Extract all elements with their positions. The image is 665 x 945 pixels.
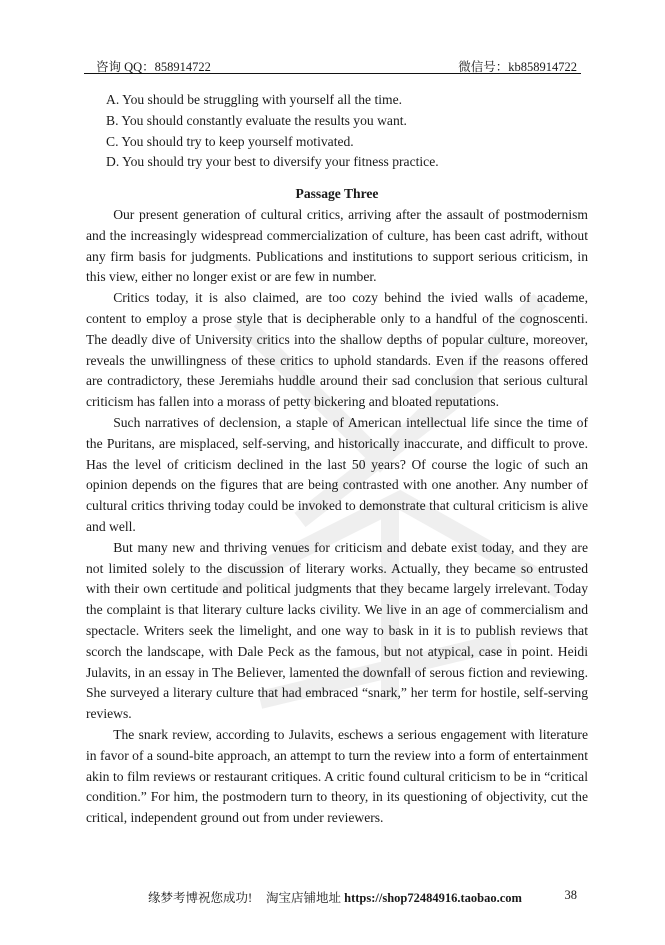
footer-shop-label: 淘宝店铺地址 (266, 891, 342, 905)
footer-shop (266, 888, 522, 906)
header-qq-contact: 咨询 QQ：858914722 (96, 60, 211, 74)
passage-title: Passage Three (295, 186, 379, 202)
paragraph-5: The snark review, according to Julavits, eschews a serious engagement with literature in favor of a sound-bite approach, an attempt to turn the review into a form of entertainment akin to film reviews or restaurant critiques. A critic found cultural criticism to be in “critical condition.” For him, the postmodern turn to theory, in its questioning of objectivity, cut the critical, independent ground out from under reviewers. (86, 726, 588, 826)
paragraph-1: Our present generation of cultural critics, arriving after the assault of postmodernism and the increasingly widespread commercialization of culture, has been cast adrift, without any firm basis for judgments. Publications and institutions to support serious criticism, in this view, either no longer exist or are few in number. (86, 206, 588, 285)
paragraph-3: Such narratives of declension, a staple of American intellectual life since the time of the Puritans, are misplaced, self-serving, and historically inaccurate, and difficult to prove. Has the level of criticism declined in the last 50 years? Of course the logic of such an opinion depends on the figures that are being contrasted with one another. Any number of cultural critics thriving today could be invoked to demonstrate that cultural criticism is alive and well. (86, 414, 588, 534)
footer-shop-url[interactable]: https://shop72484916.taobao.com (344, 891, 522, 905)
option-b: B. You should constantly evaluate the results you want. (106, 112, 407, 128)
answer-options (106, 90, 588, 173)
option-d: D. You should try your best to diversify your fitness practice. (106, 154, 439, 170)
footer-slogan: 缘梦考博祝您成功! (148, 891, 253, 905)
page-header (84, 55, 581, 75)
paragraph-4: But many new and thriving venues for criticism and debate exist today, and they are not limited solely to the discussion of literary works. Actually, they became so entrusted with their own certitude and political judgments that they became largely irrelevant. Today the complaint is that literary culture lacks civility. We live in an age of commercialism and spectacle. Writers seek the limelight, and one way to bask in it is to publish reviews that scorch the landscape, with Dale Peck as the famous, but not atypical, case in point. Heidi Julavits, in an essay in The Believer, lamented the downfall of serous fiction and reviewing. She surveyed a literary culture that had embraced “snark,” her term for hostile, self-serving reviews. (86, 539, 588, 722)
header-wechat-contact: 微信号：kb858914722 (458, 60, 577, 74)
option-c: C. You should try to keep yourself motivated. (106, 133, 354, 149)
paragraph-2: Critics today, it is also claimed, are too cozy behind the ivied walls of academe, content to employ a prose style that is decipherable only to a handful of the cognoscenti. The deadly dive of University critics into the shallow depths of popular culture, moreover, reveals the unwillingness of these critics to uphold standards. Even if the reasons offered are contradictory, these Jeremiahs huddle around their sad conclusion that serious cultural criticism has fallen into a morass of petty bickering and bloated reputations. (86, 290, 588, 410)
option-a: A. You should be struggling with yourself all the time. (106, 92, 403, 107)
document-body (86, 90, 588, 829)
page-number: 38 (564, 888, 577, 902)
header-divider (84, 73, 581, 74)
